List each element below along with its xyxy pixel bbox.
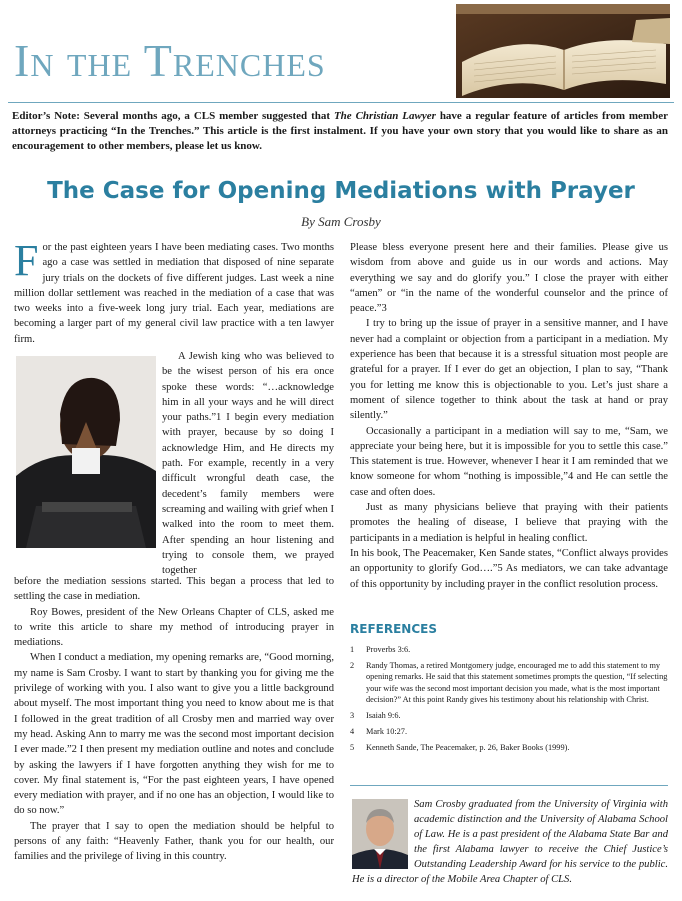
- reference-number: 2: [350, 661, 355, 671]
- article-paragraph: Roy Bowes, president of the New Orleans Chapter of CLS, asked me to write this article to share my method of introducing prayer in mediations.: [14, 606, 334, 649]
- reference-text: Randy Thomas, a retired Montgomery judge, encouraged me to add this statement to my opening remarks. He said that this statement sometimes prompts the question, “If selecting your wife was the second most important decision you made, what is the most important decision?” At this point Randy gives his testimony about his relationship with Christ.: [366, 661, 668, 704]
- reference-item: [350, 726, 668, 737]
- editors-note: [12, 109, 668, 154]
- banner-divider: [8, 102, 674, 103]
- reference-number: 4: [350, 727, 355, 737]
- reference-item: [350, 660, 668, 705]
- article-title: The Case for Opening Mediations with Prayer: [47, 178, 635, 204]
- article-column-left-bottom: [14, 574, 334, 865]
- byline: By Sam Crosby: [301, 214, 381, 229]
- article-paragraph: Just as many physicians believe that praying with their patients promotes the healing of disease, I believe that praying with the participants in a mediation is helpful in healing conflict.: [350, 502, 668, 544]
- praying-woman-photo: [16, 356, 156, 548]
- opening-paragraph: or the past eighteen years I have been mediating cases. Two months ago a case was settled in mediation that disposed of nine separate jury trials on the dockets of five different judges. Last week a nine million dollar settlement was reached in the mediation of a case that was two weeks into a five-week long jury trial. Each year, mediations are becoming a larger part of my general civil law practice with a ten lawyer firm.: [14, 242, 334, 345]
- article-column-left-top: [14, 236, 334, 347]
- author-bio-text: Sam Crosby graduated from the University of Virginia with academic distinction and the University of Alabama School of Law. He is a past president of the Alabama State Bar and the first Alabama lawyer to receive the Chief Justice’s Outstanding Leadership Award for his service to the public. He is a director of the Mobile Area Chapter of CLS.: [352, 799, 668, 885]
- author-bio: [352, 797, 668, 887]
- editors-note-text: Editor’s Note: Several months ago, a CLS member suggested that: [12, 110, 334, 122]
- article-column-left-wrap: [162, 349, 334, 578]
- editors-note-text-continued: have a regular feature of articles from member attorneys practicing “In the Trenches.” This article is the first instalment. If you have your own story that you would like to share as an encouragement to other members, please let us know.: [12, 110, 668, 152]
- article-paragraph: Occasionally a participant in a mediation will say to me, “Sam, we appreciate your being here, but it is impossible for you to settle this case.” This statement is true. However, whenever I hear it I am reminded that we know someone for whom “nothing is impossible,”4 and He can settle the case and often does.: [350, 425, 668, 498]
- bio-divider: [350, 785, 668, 786]
- reference-text: Mark 10:27.: [366, 727, 408, 737]
- article-paragraph: I try to bring up the issue of prayer in a sensitive manner, and I have never had a complaint or objection from a participant in a mediation. My experience has been that because it is a stressful situation most people are grateful for a prayer. If I ever do get an objection, I plan to say, “Thank you for letting me know this is objectionable to you. Let’s just share a moment of silence together to think about the task at hand or pray silently.”: [350, 318, 668, 422]
- article-paragraph: A Jewish king who was believed to be the wisest person of his era once spoke these words: “…acknowledge him in all your ways and he will direct your paths.”1 I begin every mediation with prayer, because by so doing I acknowledge Him, and He directs my path. For example, recently in a very difficult wrongful death case, the decedent’s family members were screaming and wailing with grief when I walked into the room to meet them. After spending an hour listening and trying to console them, we prayed together: [162, 351, 334, 577]
- references-list: [350, 644, 668, 759]
- open-bible-image: [456, 4, 670, 98]
- article-paragraph: The prayer that I say to open the mediation should be helpful to persons of any faith: “Heavenly Father, thank you for our health, our families and the privilege of living in this country.: [14, 820, 334, 863]
- reference-item: [350, 742, 668, 753]
- article-paragraph: before the mediation sessions started. This began a process that led to settling the case in mediation.: [14, 576, 334, 603]
- reference-item: [350, 710, 668, 721]
- article-paragraph: When I conduct a mediation, my opening remarks are, “Good morning, my name is Sam Crosby. I want to start by thanking you for giving me the privilege of working with you. I also want to give you a little background about myself. The most important thing you need to know about me is that I followed in the great tradition of all Crosby men and married way over my head. Asking Ann to marry me was the second most important decision I ever made.”2 I then present my mediation outline and notes and conclude by asking the lawyers if I have forgotten anything they wish for me to cover. My final statement is, “For the past eighteen years, I have opened every mediation with prayer, and if no one has an objection, I would like to do so now.”: [14, 652, 334, 817]
- reference-text: Proverbs 3:6.: [366, 645, 411, 654]
- article-column-right: [350, 240, 668, 592]
- section-title: In the Trenches: [14, 35, 326, 86]
- reference-item: [350, 644, 668, 655]
- reference-number: 5: [350, 743, 355, 753]
- drop-cap: F: [14, 236, 39, 285]
- publication-name: The Christian Lawyer: [333, 110, 436, 122]
- reference-text: Isaiah 9:6.: [366, 711, 401, 721]
- reference-number: 3: [350, 711, 355, 721]
- reference-text: Kenneth Sande, The Peacemaker, p. 26, Baker Books (1999).: [366, 743, 570, 753]
- article-paragraph: Please bless everyone present here and their families. Please give us wisdom from above and guide us in our words and actions. May everything we say and do glorify you.” I close the prayer with either “amen” or “in the name of the wonderful counselor and the prince of peace.”3: [350, 242, 668, 315]
- article-paragraph: In his book, The Peacemaker, Ken Sande states, “Conflict always provides an opportunity to glorify God….”5 As mediators, we can take advantage of this opportunity by including prayer in the conflict resolution process.: [350, 547, 668, 590]
- references-heading: REFERENCES: [350, 622, 437, 636]
- reference-number: 1: [350, 645, 355, 654]
